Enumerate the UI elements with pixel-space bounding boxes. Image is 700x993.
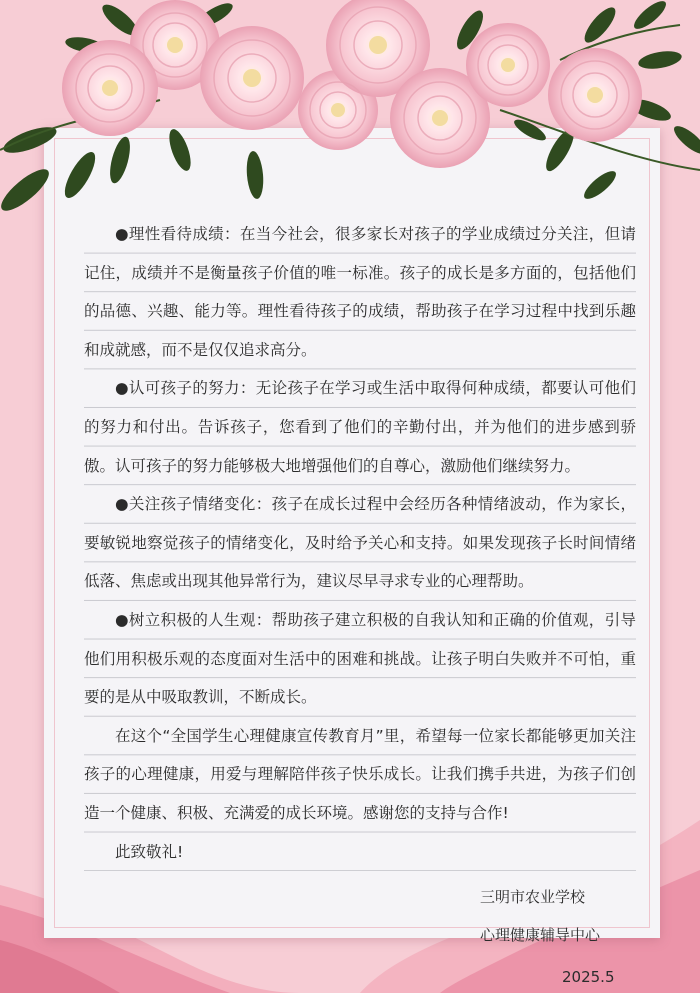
- letter-body: [84, 215, 636, 871]
- signature-block: [480, 885, 615, 989]
- paragraph-effort: ●认可孩子的努力：无论孩子在学习或生活中取得何种成绩，都要认可他们的努力和付出。告诉孩子，您看到了他们的辛勤付出，并为他们的进步感到骄傲。认可孩子的努力能够极大地增强他们的自尊心，激励他们继续努力。: [84, 379, 636, 475]
- paragraph-outlook: ●树立积极的人生观：帮助孩子建立积极的自我认知和正确的价值观，引导他们用积极乐观的态度面对生活中的困难和挑战。让孩子明白失败并不可怕，重要的是从中吸取教训，不断成长。: [84, 610, 636, 707]
- flower-header: [0, 0, 700, 230]
- paragraph-grades: ●理性看待成绩：在当今社会，很多家长对孩子的学业成绩过分关注，但请记住，成绩并不是衡量孩子价值的唯一标准。孩子的成长是多方面的，包括他们的品德、兴趣、能力等。理性看待孩子的成绩，帮助孩子在学习过程中找到乐趣和成就感，而不是仅仅追求高分。: [84, 225, 636, 359]
- signature-school: 三明市农业学校: [480, 888, 586, 906]
- paragraph-salutation: 此致敬礼!: [115, 842, 184, 861]
- paragraph-closing: 在这个“全国学生心理健康宣传教育月”里，希望每一位家长都能够更加关注孩子的心理健康，用爱与理解陪伴孩子快乐成长。让我们携手共进，为孩子们创造一个健康、积极、充满爱的成长环境。感谢您的支持与合作!: [84, 726, 636, 822]
- signature-date: 2025.5: [562, 968, 615, 986]
- signature-center: 心理健康辅导中心: [480, 926, 601, 944]
- paragraph-emotion: ●关注孩子情绪变化：孩子在成长过程中会经历各种情绪波动，作为家长，要敏锐地察觉孩子的情绪变化，及时给予关心和支持。如果发现孩子长时间情绪低落、焦虑或出现其他异常行为，建议尽早寻求专业的心理帮助。: [84, 495, 636, 591]
